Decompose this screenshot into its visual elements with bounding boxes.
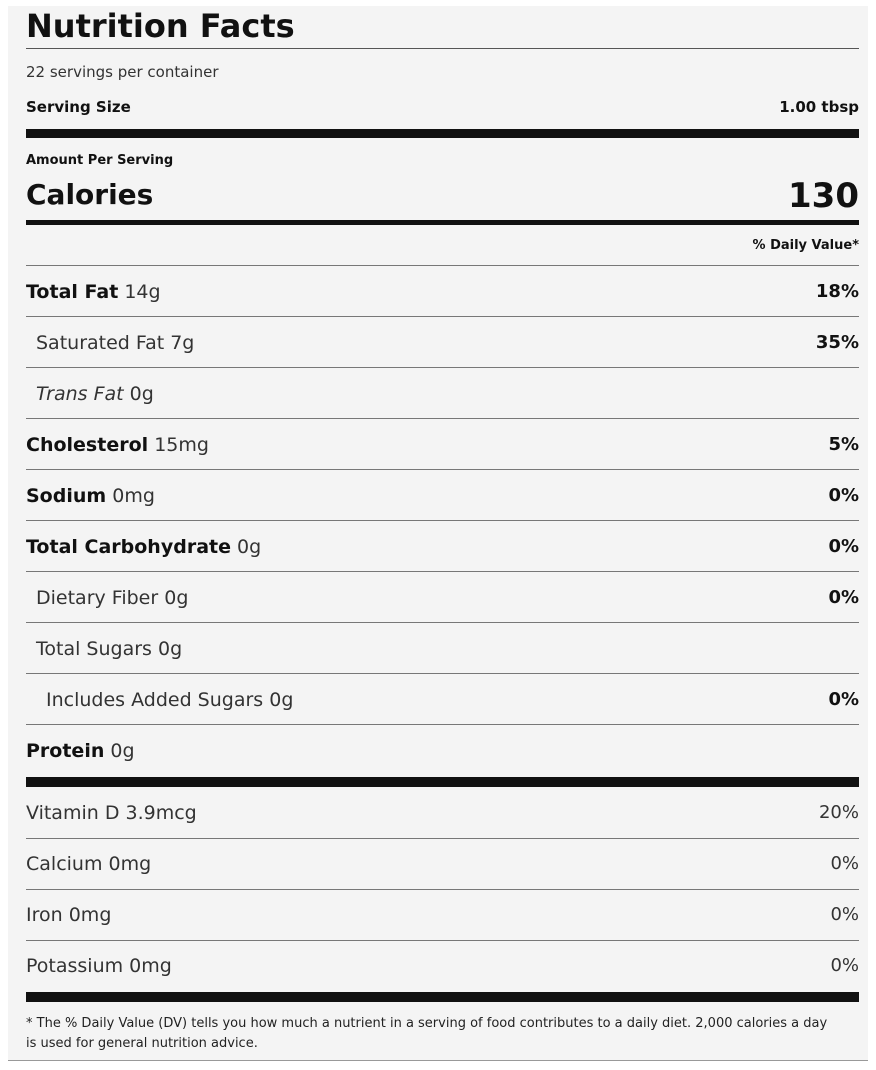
nutrient-dv: 0%	[828, 689, 859, 710]
vitamin-name: Potassium	[26, 955, 124, 977]
vitamin-name: Calcium	[26, 853, 103, 875]
vitamin-amount: 0mg	[68, 904, 112, 926]
dv-header-divider	[26, 265, 859, 266]
nutrient-row-total-carbohydrate	[26, 522, 859, 572]
vitamin-dv: 0%	[830, 904, 859, 925]
daily-value-footnote: * The % Daily Value (DV) tells you how much a nutrient in a serving of food contributes to a daily diet. 2,000 calories a day is used for general nutrition advice.	[26, 1016, 828, 1051]
nutrient-row-trans-fat	[26, 369, 859, 419]
nutrient-row-added-sugars	[26, 675, 859, 725]
nutrient-name: Includes Added Sugars	[46, 689, 264, 711]
nutrient-amount: 0g	[237, 536, 262, 558]
nutrient-name: Dietary Fiber	[36, 587, 159, 609]
vitamin-dv: 0%	[830, 955, 859, 976]
calories-label: Calories	[26, 178, 154, 211]
calories-value: 130	[788, 176, 859, 216]
nutrient-name: Saturated Fat	[36, 332, 165, 354]
nutrient-row-protein	[26, 726, 859, 776]
nutrient-dv: 0%	[828, 536, 859, 557]
vitamin-dv: 20%	[818, 802, 859, 823]
nutrient-dv: 35%	[815, 332, 859, 353]
vitamin-row-iron	[26, 890, 859, 941]
nutrient-dv: 18%	[815, 281, 859, 302]
nutrient-row-total-sugars	[26, 624, 859, 674]
vitamin-dv: 0%	[830, 853, 859, 874]
nutrient-name: Total Sugars	[36, 638, 152, 660]
vitamin-name: Vitamin D	[26, 802, 120, 824]
serving-size-label: Serving Size	[26, 98, 131, 116]
nutrition-facts-panel	[8, 6, 868, 1060]
nutrient-amount: 0g	[164, 587, 189, 609]
nutrient-amount: 0g	[110, 740, 135, 762]
nutrient-row-total-fat	[26, 267, 859, 317]
nutrient-row-dietary-fiber	[26, 573, 859, 623]
nutrient-row-sodium	[26, 471, 859, 521]
nutrient-amount: 0mg	[112, 485, 155, 507]
panel-bottom-edge	[8, 1060, 868, 1061]
nutrient-name: Sodium	[26, 485, 107, 507]
vitamin-row-calcium	[26, 839, 859, 890]
vitamin-row-vitamin-d	[26, 788, 859, 839]
calories-divider	[26, 220, 859, 225]
nutrient-row-saturated-fat	[26, 318, 859, 368]
nutrient-amount: 0g	[129, 383, 154, 405]
nutrient-dv: 0%	[828, 485, 859, 506]
nutrient-name: Total Fat	[26, 281, 119, 303]
nutrient-amount: 7g	[170, 332, 195, 354]
amount-per-serving: Amount Per Serving	[26, 153, 174, 168]
servings-per-container: 22 servings per container	[26, 63, 219, 81]
title-divider	[26, 48, 859, 49]
nutrient-amount: 15mg	[154, 434, 209, 456]
nutrient-name: Trans Fat	[36, 383, 124, 405]
nutrient-row-cholesterol	[26, 420, 859, 470]
thick-divider-vitamins	[26, 777, 859, 787]
vitamin-name: Iron	[26, 904, 63, 926]
nutrient-amount: 14g	[124, 281, 161, 303]
thick-divider-top	[26, 129, 859, 138]
label-title: Nutrition Facts	[26, 7, 295, 45]
daily-value-header: % Daily Value*	[752, 238, 859, 253]
nutrient-dv: 5%	[828, 434, 859, 455]
vitamin-amount: 3.9mcg	[125, 802, 197, 824]
vitamin-amount: 0mg	[129, 955, 172, 977]
nutrient-name: Total Carbohydrate	[26, 536, 231, 558]
nutrient-amount: 0g	[157, 638, 183, 660]
nutrient-name: Protein	[26, 740, 105, 762]
vitamin-row-potassium	[26, 941, 859, 992]
serving-size-value: 1.00 tbsp	[779, 98, 859, 116]
nutrient-dv: 0%	[828, 587, 859, 608]
thick-divider-bottom	[26, 992, 859, 1002]
vitamin-amount: 0mg	[108, 853, 152, 875]
nutrient-name: Cholesterol	[26, 434, 149, 456]
nutrient-amount: 0g	[269, 689, 294, 711]
